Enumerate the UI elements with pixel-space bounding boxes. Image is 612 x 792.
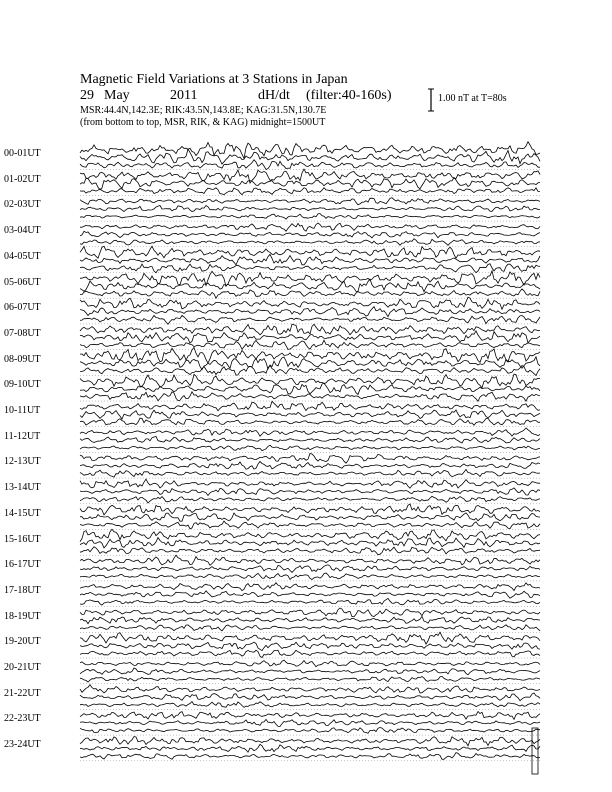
hour-label-09-10ut: 09-10UT xyxy=(4,379,41,391)
trace-kag-15-16ut xyxy=(80,529,540,541)
trace-rik-01-02ut xyxy=(80,178,540,190)
trace-kag-16-17ut xyxy=(80,555,540,565)
trace-kag-22-23ut xyxy=(80,712,540,720)
trace-kag-20-21ut xyxy=(80,660,540,667)
trace-rik-20-21ut xyxy=(80,668,540,675)
trace-msr-18-19ut xyxy=(80,625,540,631)
trace-kag-05-06ut xyxy=(80,271,540,287)
trace-msr-10-11ut xyxy=(80,418,540,425)
hour-label-05-06ut: 05-06UT xyxy=(4,276,41,288)
trace-kag-10-11ut xyxy=(80,401,540,410)
trace-msr-03-04ut xyxy=(80,239,540,246)
trace-kag-12-13ut xyxy=(80,454,540,464)
hour-label-17-18ut: 17-18UT xyxy=(4,584,41,596)
trace-msr-05-06ut xyxy=(80,289,540,298)
trace-msr-16-17ut xyxy=(80,573,540,580)
hour-label-01-02ut: 01-02UT xyxy=(4,173,41,185)
trace-kag-13-14ut xyxy=(80,479,540,488)
hour-label-02-03ut: 02-03UT xyxy=(4,199,41,211)
hour-label-15-16ut: 15-16UT xyxy=(4,533,41,545)
trace-rik-12-13ut xyxy=(80,461,540,469)
trace-kag-09-10ut xyxy=(80,374,540,388)
hour-label-06-07ut: 06-07UT xyxy=(4,302,41,314)
hour-label-10-11ut: 10-11UT xyxy=(4,405,41,416)
trace-rik-03-04ut xyxy=(80,231,540,238)
trace-rik-00-01ut xyxy=(80,149,540,164)
trace-msr-13-14ut xyxy=(80,496,540,503)
trace-msr-06-07ut xyxy=(80,315,540,324)
trace-rik-14-15ut xyxy=(80,513,540,521)
trace-rik-09-10ut xyxy=(80,383,540,394)
trace-msr-01-02ut xyxy=(80,188,540,195)
trace-kag-17-18ut xyxy=(80,583,540,591)
hour-label-14-15ut: 14-15UT xyxy=(4,507,41,519)
trace-rik-23-24ut xyxy=(80,744,540,752)
hour-label-20-21ut: 20-21UT xyxy=(4,662,41,673)
trace-rik-05-06ut xyxy=(80,279,540,292)
quantity-label: dH/dt xyxy=(258,88,290,103)
filter-label: (filter:40-160s) xyxy=(306,88,392,103)
trace-msr-22-23ut xyxy=(80,728,540,734)
trace-msr-12-13ut xyxy=(80,469,540,477)
trace-kag-11-12ut xyxy=(80,428,540,436)
trace-rik-06-07ut xyxy=(80,307,540,317)
trace-rik-16-17ut xyxy=(80,565,540,573)
trace-kag-23-24ut xyxy=(80,737,540,746)
station-order-note: (from bottom to top, MSR, RIK, & KAG) midnight=1500UT xyxy=(80,117,326,128)
hour-label-04-05ut: 04-05UT xyxy=(4,250,41,262)
trace-msr-00-01ut xyxy=(80,160,540,170)
trace-kag-07-08ut xyxy=(80,324,540,335)
trace-rik-15-16ut xyxy=(80,538,540,548)
trace-msr-15-16ut xyxy=(80,547,540,555)
hour-label-07-08ut: 07-08UT xyxy=(4,327,41,339)
hour-label-00-01ut: 00-01UT xyxy=(4,148,41,159)
trace-kag-14-15ut xyxy=(80,504,540,515)
trace-kag-02-03ut xyxy=(80,198,540,205)
hour-label-03-04ut: 03-04UT xyxy=(4,225,41,237)
date-year: 2011 xyxy=(170,88,198,103)
hour-label-21-22ut: 21-22UT xyxy=(4,687,41,699)
scale-label: 1.00 nT at T=80s xyxy=(438,93,507,104)
trace-msr-09-10ut xyxy=(80,392,540,402)
chart-title: Magnetic Field Variations at 3 Stations in Japan xyxy=(80,72,348,87)
trace-kag-18-19ut xyxy=(80,608,540,617)
trace-rik-08-09ut xyxy=(80,357,540,370)
hour-label-22-23ut: 22-23UT xyxy=(4,713,41,725)
trace-kag-03-04ut xyxy=(80,223,540,231)
trace-msr-08-09ut xyxy=(80,365,540,375)
trace-rik-10-11ut xyxy=(80,410,540,419)
trace-rik-02-03ut xyxy=(80,206,540,212)
trace-msr-07-08ut xyxy=(80,340,540,349)
trace-msr-23-24ut xyxy=(80,753,540,760)
trace-rik-13-14ut xyxy=(80,488,540,496)
hour-label-08-09ut: 08-09UT xyxy=(4,353,41,365)
station-coordinates: MSR:44.4N,142.3E; RIK:43.5N,143.8E; KAG:31.5N,130.7E xyxy=(80,105,327,116)
hour-label-16-17ut: 16-17UT xyxy=(4,559,41,571)
hour-label-13-14ut: 13-14UT xyxy=(4,482,41,494)
trace-rik-18-19ut xyxy=(80,616,540,623)
trace-rik-19-20ut xyxy=(80,642,540,651)
trace-msr-04-05ut xyxy=(80,264,540,273)
date-day: 29 xyxy=(80,88,94,103)
date-month: May xyxy=(104,88,130,103)
trace-rik-21-22ut xyxy=(80,693,540,701)
trace-msr-14-15ut xyxy=(80,521,540,529)
trace-msr-17-18ut xyxy=(80,598,540,605)
trace-rik-17-18ut xyxy=(80,591,540,598)
hour-label-11-12ut: 11-12UT xyxy=(4,430,41,442)
trace-kag-19-20ut xyxy=(80,632,540,644)
trace-msr-20-21ut xyxy=(80,676,540,682)
hour-label-23-24ut: 23-24UT xyxy=(4,739,41,751)
trace-rik-22-23ut xyxy=(80,719,540,726)
hour-label-18-19ut: 18-19UT xyxy=(4,610,41,622)
trace-kag-21-22ut xyxy=(80,685,540,693)
trace-msr-19-20ut xyxy=(80,650,540,657)
trace-kag-04-05ut xyxy=(80,246,540,258)
hour-label-19-20ut: 19-20UT xyxy=(4,636,41,648)
trace-msr-21-22ut xyxy=(80,702,540,708)
trace-rik-04-05ut xyxy=(80,254,540,265)
trace-msr-02-03ut xyxy=(80,214,540,220)
trace-msr-11-12ut xyxy=(80,445,540,450)
trace-kag-06-07ut xyxy=(80,297,540,309)
hour-label-12-13ut: 12-13UT xyxy=(4,456,41,468)
end-spike-marker xyxy=(532,728,538,774)
trace-kag-01-02ut xyxy=(80,169,540,183)
trace-rik-11-12ut xyxy=(80,437,540,444)
